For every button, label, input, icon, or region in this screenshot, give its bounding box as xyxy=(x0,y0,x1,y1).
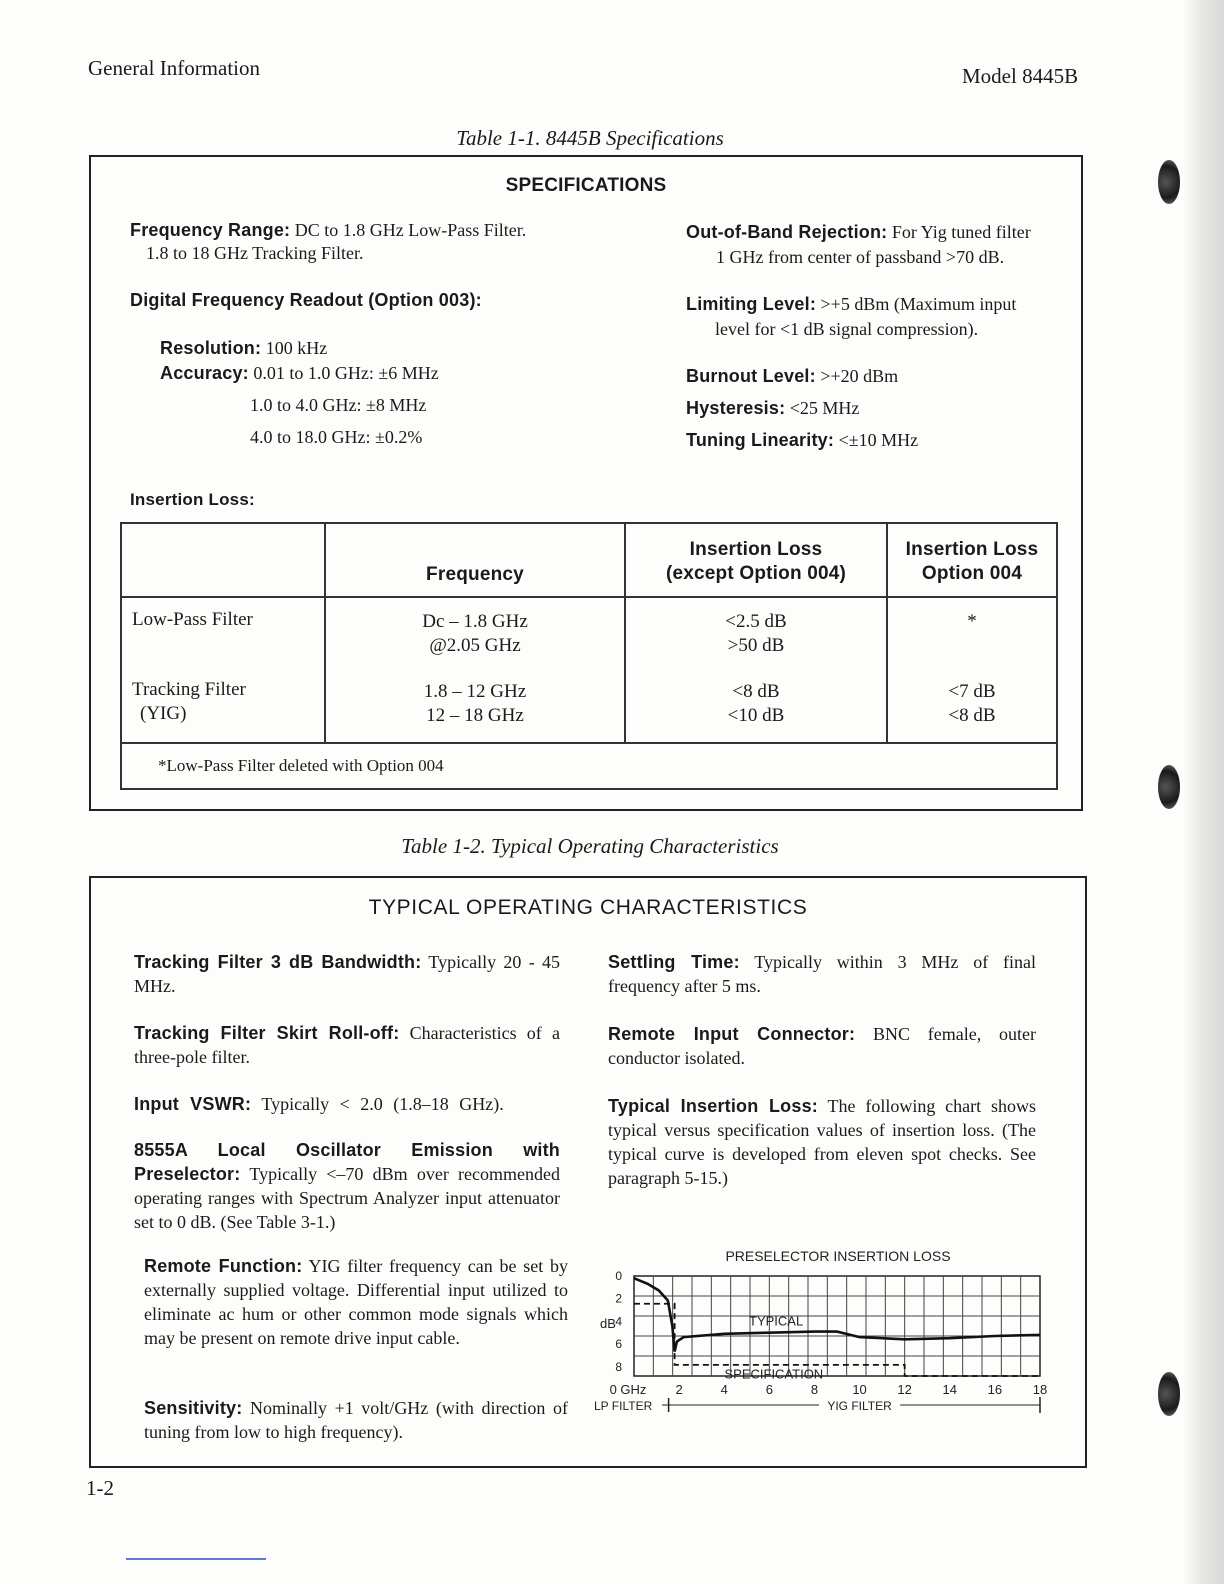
typical-curve xyxy=(634,1278,1040,1351)
x-tick-label: 10 xyxy=(852,1382,867,1397)
settling-block xyxy=(608,950,1036,998)
row-tracking-freq1: 1.8 – 12 GHz xyxy=(423,681,527,702)
x-tick-label: 2 xyxy=(675,1382,683,1397)
out-of-band-line1: For Yig tuned filter xyxy=(891,222,1031,242)
x-tick-label: 16 xyxy=(987,1382,1003,1397)
burnout-value: >+20 dBm xyxy=(820,366,899,386)
preselector-insertion-loss-chart xyxy=(580,1240,1060,1420)
remote-function-block xyxy=(144,1254,568,1350)
table-row xyxy=(121,597,1057,743)
binder-hole xyxy=(1158,1372,1180,1416)
x-tick-label: 14 xyxy=(942,1382,958,1397)
chart-title: PRESELECTOR INSERTION LOSS xyxy=(725,1248,951,1264)
bandwidth-block xyxy=(134,950,560,998)
accuracy-row3: 4.0 to 18.0 GHz: ±0.2% xyxy=(250,427,423,447)
insertion-loss-table xyxy=(120,522,1058,790)
typical-loss-text: The following chart shows typical versus specification values of insertion loss. (The typical curve is developed from eleven spot checks. See paragraph 5-15.) xyxy=(608,1096,1036,1188)
vswr-label: Input VSWR: xyxy=(134,1094,252,1114)
y-tick-label: 6 xyxy=(615,1337,622,1352)
row-tracking-name1: Tracking Filter xyxy=(132,679,246,700)
x-tick-label: 8 xyxy=(810,1382,819,1397)
scan-artifact-line xyxy=(126,1558,266,1560)
table2-caption: Table 1-2. Typical Operating Characteristics xyxy=(401,834,779,858)
remote-connector-label: Remote Input Connector: xyxy=(608,1024,856,1044)
limiting-line1: >+5 dBm (Maximum input xyxy=(820,294,1017,314)
vswr-text: Typically < 2.0 (1.8–18 GHz). xyxy=(261,1094,504,1114)
row-lowpass-opt: * xyxy=(967,611,977,632)
header-section-title: General Information xyxy=(88,56,261,80)
col-header-loss-line1: Insertion Loss xyxy=(689,539,823,560)
row-tracking-opt1: <7 dB xyxy=(948,681,996,702)
remote-connector-text: BNC female, outer conductor isolated. xyxy=(608,1024,1037,1068)
table1-title: SPECIFICATIONS xyxy=(505,175,667,196)
vswr-block xyxy=(134,1092,564,1116)
lp-filter-label: LP FILTER xyxy=(594,1399,653,1413)
hysteresis-label: Hysteresis: xyxy=(686,398,786,418)
y-tick-label: 8 xyxy=(615,1359,622,1374)
yig-filter-label: YIG FILTER xyxy=(827,1399,892,1413)
bandwidth-text: Typically 20 - 45 MHz. xyxy=(134,952,560,996)
sensitivity-text: Nominally +1 volt/GHz (with direction of tuning from low to high frequency). xyxy=(144,1398,568,1442)
header-model: Model 8445B xyxy=(962,64,1079,88)
col-header-opt-line1: Insertion Loss xyxy=(905,539,1039,560)
remote-function-label: Remote Function: xyxy=(144,1256,303,1276)
skirt-text: Characteristics of a three-pole filter. xyxy=(134,1023,561,1067)
lo-emission-text: Typically <–70 dBm over recommended operating ranges with Spectrum Analyzer input attenuator set to 0 dB. (See Table 3-1.) xyxy=(134,1164,560,1232)
lo-emission-label: 8555A Local Oscillator Emission with Preselector: xyxy=(134,1140,560,1184)
insertion-loss-label: Insertion Loss: xyxy=(130,490,255,509)
page-edge-shadow xyxy=(1184,0,1224,1584)
typical-label: TYPICAL xyxy=(749,1313,804,1329)
skirt-label: Tracking Filter Skirt Roll-off: xyxy=(134,1023,400,1043)
plot-frame xyxy=(634,1276,1040,1376)
burnout-label: Burnout Level: xyxy=(686,366,816,386)
x-tick-label: 12 xyxy=(897,1382,912,1397)
out-of-band-line2: 1 GHz from center of passband >70 dB. xyxy=(716,247,1005,267)
specification-curve xyxy=(634,1304,1040,1376)
resolution-label: Resolution: xyxy=(160,338,262,358)
out-of-band-label: Out-of-Band Rejection: xyxy=(686,222,888,242)
hysteresis-value: <25 MHz xyxy=(789,398,860,418)
tuning-linearity-value: <±10 MHz xyxy=(838,430,919,450)
digital-readout-label: Digital Frequency Readout (Option 003): xyxy=(130,290,482,310)
accuracy-row2: 1.0 to 4.0 GHz: ±8 MHz xyxy=(250,395,427,415)
specification-label: SPECIFICATION xyxy=(724,1366,824,1382)
freq-range-label: Frequency Range: xyxy=(130,220,291,240)
col-header-opt-line2: Option 004 xyxy=(921,563,1023,584)
skirt-block xyxy=(134,1021,560,1069)
table-footnote-row xyxy=(121,743,1057,789)
row-lowpass-loss1: <2.5 dB xyxy=(725,611,787,632)
row-lowpass-freq2: @2.05 GHz xyxy=(429,635,521,656)
x-tick-label: 18 xyxy=(1032,1382,1048,1397)
limiting-line2: level for <1 dB signal compression). xyxy=(715,319,979,339)
row-tracking-name2: (YIG) xyxy=(140,703,187,724)
table1-caption: Table 1-1. 8445B Specifications xyxy=(456,126,724,150)
col-header-frequency: Frequency xyxy=(426,564,524,585)
binder-hole xyxy=(1158,160,1180,204)
settling-label: Settling Time: xyxy=(608,952,740,972)
sensitivity-label: Sensitivity: xyxy=(144,1398,243,1418)
remote-function-text: YIG filter frequency can be set by externally supplied voltage. Differential input utilized to eliminate ac hum or other common mode signals which may be present on remote drive input cable. xyxy=(144,1256,568,1348)
accuracy-row1: 0.01 to 1.0 GHz: ±6 MHz xyxy=(253,363,439,383)
sensitivity-block xyxy=(144,1396,568,1444)
y-tick-label: 4 xyxy=(615,1314,622,1329)
limiting-label: Limiting Level: xyxy=(686,294,817,314)
y-tick-label: 2 xyxy=(615,1291,622,1306)
row-lowpass-name: Low-Pass Filter xyxy=(132,609,253,630)
typical-loss-block xyxy=(608,1094,1036,1190)
remote-connector-block xyxy=(608,1022,1036,1070)
settling-text: Typically within 3 MHz of final frequency after 5 ms. xyxy=(608,952,1036,996)
page-number: 1-2 xyxy=(86,1476,114,1500)
x-tick-label: 4 xyxy=(720,1382,728,1397)
row-tracking-freq2: 12 – 18 GHz xyxy=(426,705,524,726)
table-footnote: *Low-Pass Filter deleted with Option 004 xyxy=(158,756,444,775)
chart-ylabel: dB xyxy=(600,1316,616,1331)
row-tracking-loss2: <10 dB xyxy=(727,705,785,726)
tuning-linearity-label: Tuning Linearity: xyxy=(686,430,835,450)
x-tick-label: 6 xyxy=(765,1382,773,1397)
row-tracking-opt2: <8 dB xyxy=(948,705,996,726)
resolution-value: 100 kHz xyxy=(265,338,328,358)
x-tick-label: 0 GHz xyxy=(609,1382,647,1397)
typical-loss-label: Typical Insertion Loss: xyxy=(608,1096,818,1116)
binder-hole xyxy=(1158,765,1180,809)
table2-title: TYPICAL OPERATING CHARACTERISTICS xyxy=(368,896,808,919)
bandwidth-label: Tracking Filter 3 dB Bandwidth: xyxy=(134,952,422,972)
row-lowpass-freq1: Dc – 1.8 GHz xyxy=(422,611,528,632)
lo-emission-block xyxy=(134,1138,560,1234)
freq-range-line2: 1.8 to 18 GHz Tracking Filter. xyxy=(146,243,364,263)
freq-range-line1: DC to 1.8 GHz Low-Pass Filter. xyxy=(294,220,527,240)
row-tracking-loss1: <8 dB xyxy=(732,681,780,702)
y-tick-label: 0 xyxy=(615,1269,622,1283)
accuracy-label: Accuracy: xyxy=(160,363,249,383)
col-header-loss-line2: (except Option 004) xyxy=(665,563,847,584)
row-lowpass-loss2: >50 dB xyxy=(727,635,785,656)
table-header-row xyxy=(121,523,1057,597)
